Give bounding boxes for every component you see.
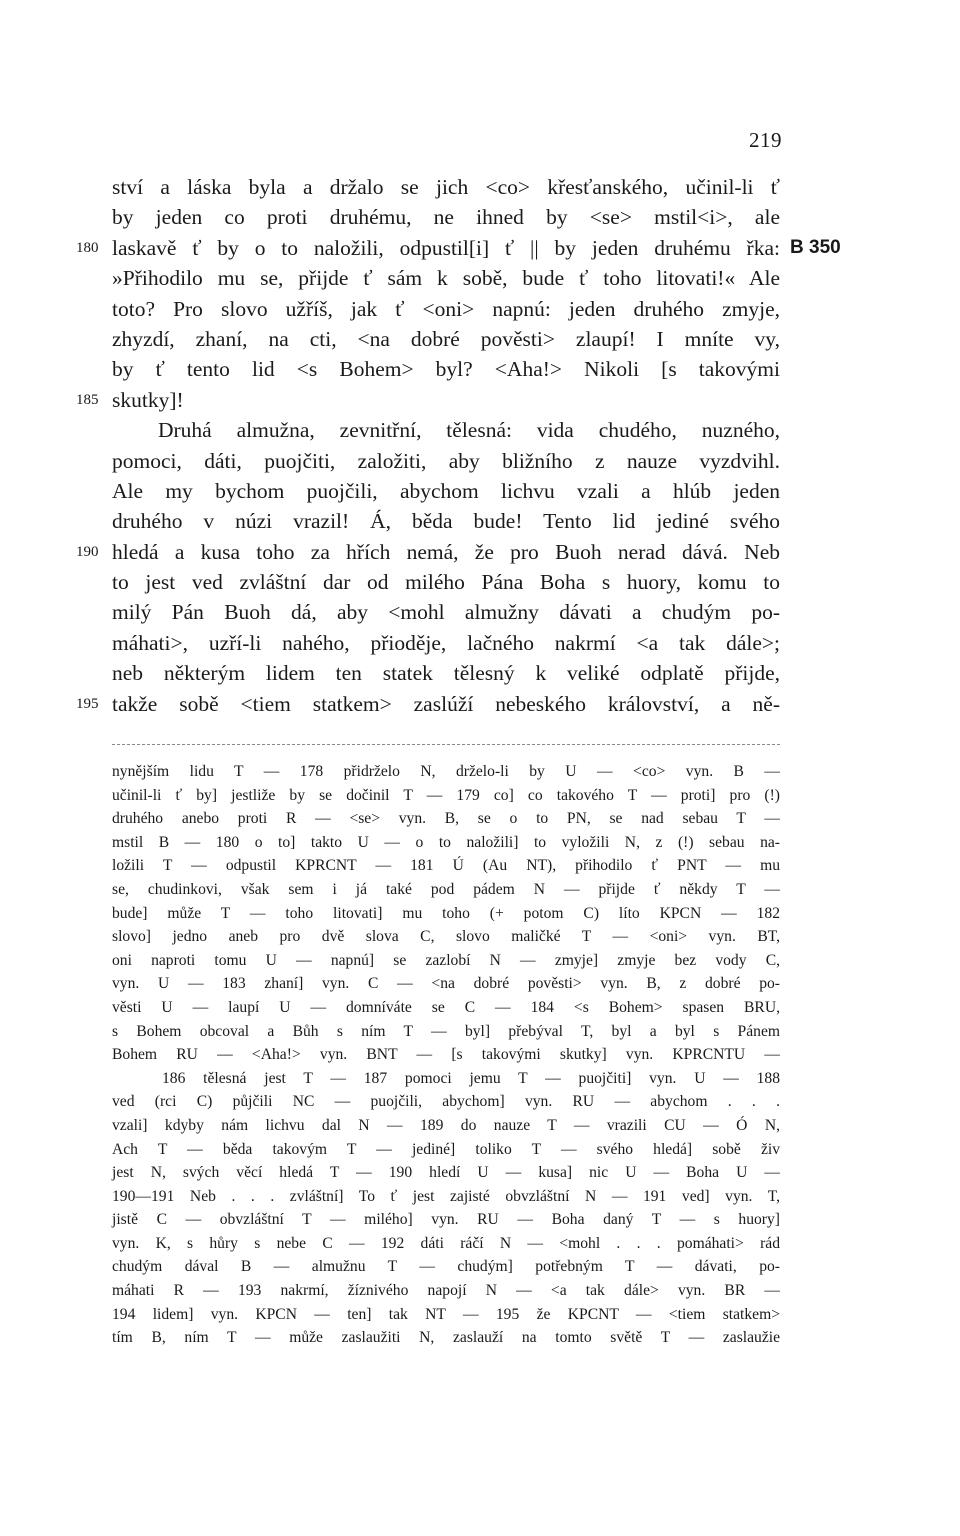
line-number: 195 — [76, 695, 99, 712]
line-text: druhého v núzi vrazil! Á, běda bude! Tento lid jediné svého — [112, 509, 780, 534]
footnote-separator — [112, 744, 780, 745]
line-text: milý Pán Buoh dá, aby <mohl almužny dávati a chudým po- — [112, 600, 780, 625]
apparatus-line: ved (rci C) půjčili NC — puojčili, abychom] vyn. RU — abychom . . . — [112, 1093, 780, 1111]
line-text: toto? Pro slovo užříš, jak ť <oni> napnú: jeden druhého zmyje, — [112, 296, 780, 321]
apparatus-line: tím B, ním T — může zaslaužiti N, zaslauží na tomto světě T — zaslaužie — [112, 1329, 780, 1347]
line-text: laskavě ť by o to naložili, odpustil[i] ť || by jeden druhému řka: — [112, 235, 780, 260]
apparatus-line: slovo] jedno aneb pro dvě slova C, slovo maličké T — <oni> vyn. BT, — [112, 928, 780, 946]
apparatus-line: jest N, svých věcí hledá T — 190 hledí U — kusa] nic U — Boha U — — [112, 1164, 780, 1182]
apparatus-line: máhati R — 193 nakrmí, žíznivého napojí N — <a tak dále> vyn. BR — — [112, 1282, 780, 1300]
apparatus-line: s Bohem obcoval a Bůh s ním T — byl] přebýval T, byl a byl s Pánem — [112, 1022, 780, 1040]
line-text: ství a láska byla a držalo se jich <co> křesťanského, učinil-li ť — [112, 175, 780, 199]
line-text: Druhá almužna, zevnitřní, tělesná: vida chudého, nuzného, — [158, 418, 780, 443]
text-line — [76, 689, 780, 719]
text-line — [112, 446, 780, 476]
page-number: 219 — [749, 128, 782, 152]
text-line — [112, 658, 780, 688]
line-text: zhyzdí, zhaní, na cti, <na dobré pověsti> zlaupí! I mníte vy, — [112, 326, 780, 351]
apparatus-line: věsti U — laupí U — domníváte se C — 184 <s Bohem> spasen BRU, — [112, 998, 780, 1016]
text-line — [112, 324, 780, 354]
apparatus-line: Bohem RU — <Aha!> vyn. BNT — [s takovými skutky] vyn. KPRCNTU — — [112, 1046, 780, 1064]
apparatus-line: chudým dával B — almužnu T — chudým] potřebným T — dávati, po- — [112, 1258, 780, 1276]
line-text: by jeden co proti druhému, ne ihned by <se> mstil<i>, ale — [112, 205, 780, 230]
text-line — [112, 415, 780, 445]
apparatus-line: 190—191 Neb . . . zvláštní] To ť jest zajisté obvzláštní N — 191 ved] vyn. T, — [112, 1187, 780, 1205]
text-line — [76, 233, 841, 263]
text-line — [112, 172, 780, 202]
apparatus-line: druhého anebo proti R — <se> vyn. B, se o to PN, se nad sebau T — — [112, 810, 780, 828]
apparatus-line: Ach T — běda takovým T — jediné] toliko T — svého hledá] sobě živ — [112, 1140, 780, 1158]
text-line — [76, 537, 780, 567]
apparatus-line: oni naproti tomu U — napnú] se zazlobí N — zmyje] zmyje bez vody C, — [112, 951, 780, 969]
line-number: 180 — [76, 239, 99, 256]
critical-apparatus — [112, 760, 780, 1350]
text-line — [112, 476, 780, 506]
apparatus-line: ložili T — odpustil KPRCNT — 181 Ú (Au NT), přihodilo ť PNT — mu — [112, 857, 780, 875]
line-text: takže sobě <tiem statkem> zaslúží nebeského království, a ně- — [112, 691, 780, 716]
line-text: pomoci, dáti, puojčiti, založiti, aby bližního z nauze vyzdvihl. — [112, 448, 780, 473]
line-text: máhati>, uzří-li nahého, přioděje, lačného nakrmí <a tak dále>; — [112, 630, 780, 655]
apparatus-line: 186 tělesná jest T — 187 pomoci jemu T — puojčiti] vyn. U — 188 — [162, 1069, 780, 1087]
apparatus-line: učinil-li ť by] jestliže by se dočinil T — 179 co] co takového T — proti] pro (!) — [112, 786, 780, 804]
apparatus-line: 194 lidem] vyn. KPCN — ten] tak NT — 195 že KPCNT — <tiem statkem> — [112, 1305, 780, 1323]
line-text: »Přihodilo mu se, přijde ť sám k sobě, bude ť toho litovati!« Ale — [112, 266, 780, 291]
apparatus-line: vzali] kdyby nám lichvu dal N — 189 do nauze T — vrazili CU — Ó N, — [112, 1116, 780, 1134]
text-line — [112, 506, 780, 536]
line-text: by ť tento lid <s Bohem> byl? <Aha!> Nikoli [s takovými — [112, 357, 780, 382]
text-line — [112, 597, 780, 627]
line-text: to jest ved zvláštní dar od milého Pána Boha s huory, komu to — [112, 570, 780, 595]
line-text: hledá a kusa toho za hřích nemá, že pro Buoh nerad dává. Neb — [112, 539, 780, 564]
text-line — [76, 385, 780, 415]
text-line — [112, 354, 780, 384]
text-line — [112, 202, 780, 232]
line-text: skutky]! — [112, 387, 184, 412]
margin-reference: B 350 — [790, 236, 841, 258]
line-number: 185 — [76, 391, 99, 408]
apparatus-line: se, chudinkovi, však sem i já také pod pádem N — přijde ť někdy T — — [112, 880, 780, 898]
text-line — [112, 263, 780, 293]
apparatus-line: vyn. U — 183 zhaní] vyn. C — <na dobré pověsti> vyn. B, z dobré po- — [112, 975, 780, 993]
apparatus-line: nynějším lidu T — 178 přidrželo N, drželo-li by U — <co> vyn. B — — [112, 763, 780, 780]
line-text: Ale my bychom puojčili, abychom lichvu vzali a hlúb jeden — [112, 478, 780, 503]
text-line — [112, 294, 780, 324]
main-text — [76, 172, 841, 719]
line-text: neb některým lidem ten statek tělesný k veliké odplatě přijde, — [112, 661, 780, 686]
apparatus-line: mstil B — 180 o to] takto U — o to naložili] to vyložili N, z (!) sebau na- — [112, 833, 780, 851]
apparatus-line: jistě C — obvzláštní T — milého] vyn. RU — Boha daný T — s huory] — [112, 1211, 780, 1229]
line-number: 190 — [76, 543, 99, 560]
text-line — [112, 567, 780, 597]
text-line — [112, 628, 780, 658]
apparatus-line: bude] může T — toho litovati] mu toho (+ potom C) líto KPCN — 182 — [112, 904, 780, 922]
apparatus-line: vyn. K, s hůry s nebe C — 192 dáti ráčí N — <mohl . . . pomáhati> rád — [112, 1234, 780, 1252]
